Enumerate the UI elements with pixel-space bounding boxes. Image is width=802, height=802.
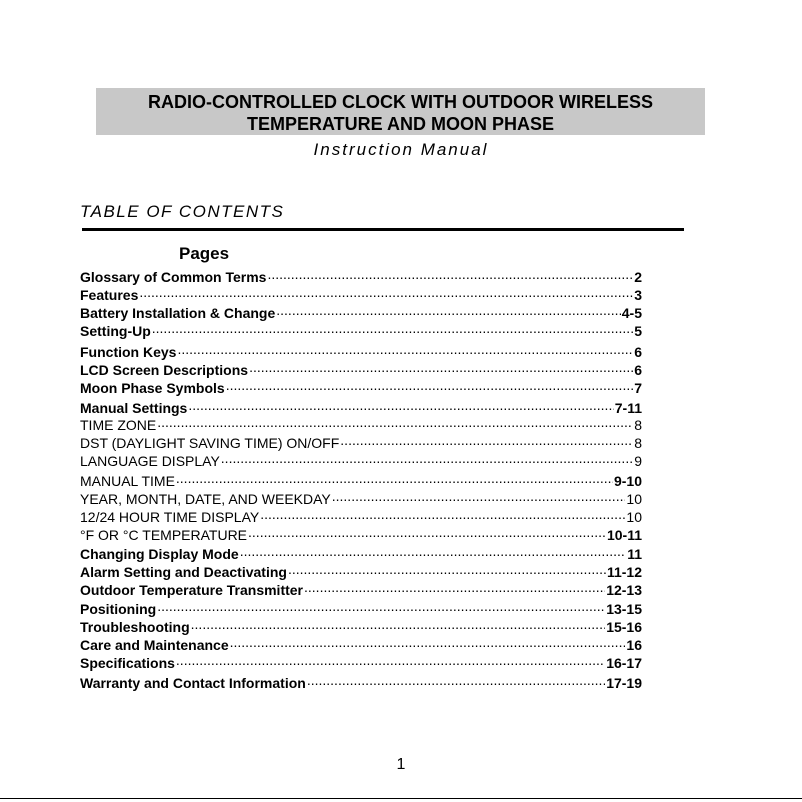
toc-entry-page: 16-17 (606, 655, 642, 671)
toc-entry (80, 266, 642, 285)
toc-entry-page: 11 (627, 546, 642, 562)
title-banner (96, 88, 705, 135)
toc-entry-label: Features (80, 287, 139, 303)
toc-entry (80, 320, 642, 339)
toc-entry-label: LANGUAGE DISPLAY (80, 453, 220, 469)
toc-entry (80, 414, 642, 433)
toc-entry (80, 302, 642, 321)
toc-entry (80, 543, 642, 562)
toc-entry-page: 17-19 (606, 675, 642, 691)
title-line-1: RADIO-CONTROLLED CLOCK WITH OUTDOOR WIRELESS (148, 92, 653, 112)
toc-entry (80, 470, 642, 489)
toc-entry-label: Setting-Up (80, 323, 151, 339)
toc-entry-label: Alarm Setting and Deactivating (80, 564, 287, 580)
heading-rule (82, 228, 684, 231)
toc-entry (80, 672, 642, 691)
toc-entry-page: 5 (634, 323, 642, 339)
toc-entry-page: 2 (634, 269, 642, 285)
toc-entry-page: 7-11 (614, 400, 642, 416)
toc-entry-label: Warranty and Contact Information (80, 675, 306, 691)
toc-leader-dots (230, 634, 626, 650)
toc-leader-dots (177, 341, 633, 357)
toc-entry-page: 10-11 (606, 527, 642, 543)
toc-entry-label: °F OR °C TEMPERATURE (80, 527, 248, 543)
toc-entry-page: 3 (634, 287, 642, 303)
toc-leader-dots (340, 432, 633, 448)
toc-leader-dots (221, 450, 633, 466)
toc-leader-dots (288, 561, 606, 577)
toc-entry-page: 11-12 (606, 564, 642, 580)
toc-leader-dots (176, 652, 605, 668)
toc-entry (80, 616, 642, 635)
toc-leader-dots (157, 414, 633, 430)
toc-entry-label: Specifications (80, 655, 175, 671)
toc-entry-page: 4-5 (621, 305, 642, 321)
toc-entry (80, 488, 642, 507)
toc-entry-label: TIME ZONE (80, 417, 157, 433)
toc-entry-label: Outdoor Temperature Transmitter (80, 582, 304, 598)
toc-leader-dots (139, 284, 633, 300)
toc-entry-page: 7 (634, 380, 642, 396)
toc-entry (80, 524, 642, 543)
toc-entry (80, 359, 642, 378)
toc-entry-label: YEAR, MONTH, DATE, AND WEEKDAY (80, 491, 331, 507)
title-line-2: TEMPERATURE AND MOON PHASE (246, 114, 554, 134)
toc-entry-label: Glossary of Common Terms (80, 269, 267, 285)
toc-entry-label: LCD Screen Descriptions (80, 362, 249, 378)
toc-entry-label: Function Keys (80, 344, 177, 360)
toc-entry-label: Battery Installation & Change (80, 305, 276, 321)
toc-entry-label: MANUAL TIME (80, 473, 175, 489)
toc-entry-label: Moon Phase Symbols (80, 380, 225, 396)
toc-entry (80, 432, 642, 451)
toc-entry-label: Positioning (80, 601, 157, 617)
toc-leader-dots (152, 320, 633, 336)
toc-leader-dots (304, 579, 605, 595)
toc-entry-label: 12/24 HOUR TIME DISPLAY (80, 509, 260, 525)
toc-leader-dots (240, 543, 627, 559)
toc-entry (80, 652, 642, 671)
toc-leader-dots (307, 672, 605, 688)
bottom-border (0, 798, 802, 799)
toc-entry (80, 561, 642, 580)
toc-leader-dots (260, 506, 625, 522)
toc-leader-dots (191, 616, 606, 632)
toc-entry-page: 12-13 (606, 582, 642, 598)
toc-entry (80, 450, 642, 469)
toc-leader-dots (226, 377, 634, 393)
toc-entry-page: 15-16 (606, 619, 642, 635)
toc-entry-page: 9-10 (613, 473, 642, 489)
toc-entry-label: DST (DAYLIGHT SAVING TIME) ON/OFF (80, 435, 340, 451)
page-number: 1 (396, 756, 406, 773)
toc-entry (80, 284, 642, 303)
toc-entry-page: 10 (626, 509, 642, 525)
toc-leader-dots (176, 470, 613, 486)
subtitle: Instruction Manual (313, 140, 489, 159)
toc-entry (80, 506, 642, 525)
toc-leader-dots (188, 397, 613, 413)
toc-entry (80, 579, 642, 598)
toc-leader-dots (248, 524, 606, 540)
toc-entry-page: 6 (634, 362, 642, 378)
toc-leader-dots (267, 266, 633, 282)
toc-entry (80, 377, 642, 396)
toc-leader-dots (249, 359, 633, 375)
toc-entry-page: 6 (634, 344, 642, 360)
pages-label: Pages (179, 244, 230, 263)
toc-entry-page: 16 (626, 637, 642, 653)
toc-entry (80, 341, 642, 360)
toc-leader-dots (276, 302, 621, 318)
toc-entry-label: Changing Display Mode (80, 546, 239, 562)
toc-entry-page: 8 (634, 435, 642, 451)
toc-leader-dots (157, 598, 605, 614)
toc-entry-page: 8 (634, 417, 642, 433)
toc-entry-label: Manual Settings (80, 400, 188, 416)
toc-leader-dots (332, 488, 626, 504)
toc-entry-label: Troubleshooting (80, 619, 190, 635)
toc-heading: TABLE OF CONTENTS (80, 202, 285, 221)
toc-entry-page: 13-15 (606, 601, 642, 617)
toc-entry-page: 9 (634, 453, 642, 469)
toc-entry (80, 598, 642, 617)
toc-entry-label: Care and Maintenance (80, 637, 229, 653)
toc-entry (80, 634, 642, 653)
toc-entry-page: 10 (626, 491, 642, 507)
